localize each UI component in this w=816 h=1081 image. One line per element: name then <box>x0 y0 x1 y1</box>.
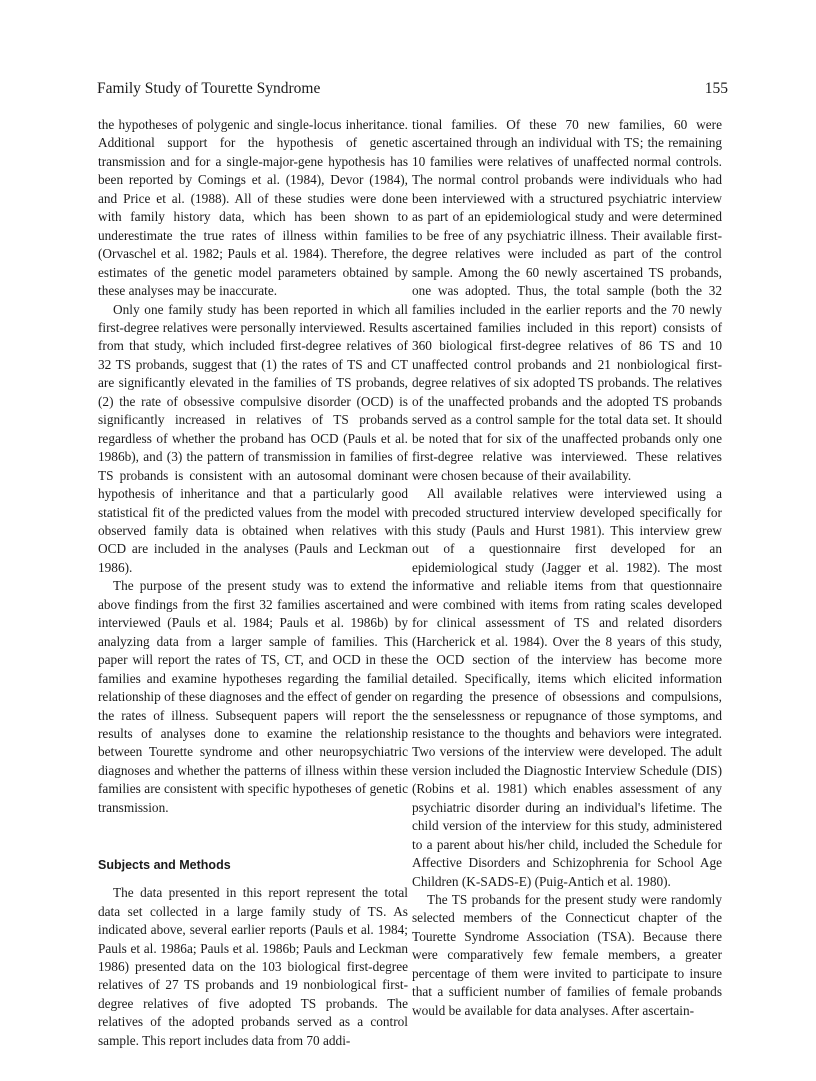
paragraph: Only one family study has been reported in which all first-degree relatives were personally interviewed. Results from that study, which included first-degree relatives of 32 TS probands, suggest that (1) the rates of TS and CT are significantly elevated in the families of TS probands, (2) the rate of obsessive compulsive disorder (OCD) is significantly increased in relatives of TS probands regardless of whether the proband has OCD (Pauls et al. 1986b), and (3) the pattern of transmission in families of TS probands is consistent with an autosomal dominant hypothesis of inheritance and that a particularly good statistical fit of the predicted values from the model with observed family data is obtained when relatives with OCD are included in the analyses (Pauls and Leckman 1986). <box>98 301 408 575</box>
paragraph: the hypotheses of polygenic and single-locus inheritance. Additional support for the hypothesis of genetic transmission and for a single-major-gene hypothesis has been reported by Comings et al. (1984), Devor (1984), and Price et al. (1988). All of these studies were done with family history data, which has been shown to underestimate the true rates of illness within families (Orvaschel et al. 1982; Pauls et al. 1984). Therefore, the estimates of the genetic model parameters obtained by these analyses may be inaccurate. <box>98 117 408 299</box>
paragraph: The TS probands for the present study were randomly selected members of the Connecticut chapter of the Tourette Syndrome Association (TSA). Because there were comparatively few female members, a greater percentage of them were invited to participate to insure that a sufficient number of families of female probands would be available for data analyses. After ascertain- <box>412 892 722 1018</box>
paragraph: All available relatives were interviewed using a precoded structured interview developed specifically for this study (Pauls and Hurst 1981). This interview grew out of a questionnaire first developed for an epidemiological study (Jagger et al. 1982). The most informative and reliable items from that questionnaire were combined with items from rating scales developed for clinical assessment of TS and related disorders (Harcherick et al. 1984). Over the 8 years of this study, the OCD section of the interview has become more detailed. Specifically, items which elicited information regarding the presence of obsessions and compulsions, the senselessness or repugnance of those symptoms, and resistance to the thoughts and behaviors were integrated. Two versions of the interview were developed. The adult version included the Diagnostic Interview Schedule (DIS) (Robins et al. 1981) which enables assessment of any psychiatric disorder during an individual's lifetime. The child version of the interview for this study, administered to a parent about his/her child, included the Schedule for Affective Disorders and Schizophrenia for School Age Children (K-SADS-E) (Puig-Antich et al. 1980). <box>412 486 722 889</box>
running-head <box>97 80 728 102</box>
running-head-title: Family Study of Tourette Syndrome <box>97 80 321 97</box>
section-heading: Subjects and Methods <box>98 858 231 873</box>
paragraph: The data presented in this report represent the total data set collected in a large family study of TS. As indicated above, several earlier reports (Pauls et al. 1984; Pauls et al. 1986a; Pauls et al. 1986b; Pauls and Leckman 1986) presented data on the 103 biological first-degree relatives of 27 TS probands and 19 nonbiological first-degree relatives of five adopted TS probands. The relatives of the adopted probands served as a control sample. This report includes data from 70 addi- <box>98 885 408 1048</box>
paragraph: The purpose of the present study was to extend the above findings from the first 32 families ascertained and interviewed (Pauls et al. 1984; Pauls et al. 1986b) by analyzing data from a larger sample of families. This paper will report the rates of TS, CT, and OCD in these families and examine hypotheses regarding the familial relationship of these diagnoses and the effect of gender on the rates of illness. Subsequent papers will report the results of analyses done to examine the relationship between Tourette syndrome and other neuropsychiatric diagnoses and whether the patterns of illness within these families are consistent with specific hypotheses of genetic transmission. <box>98 578 408 815</box>
page-number: 155 <box>704 80 728 97</box>
right-column <box>412 116 722 1020</box>
left-column <box>98 116 408 1050</box>
paragraph: tional families. Of these 70 new families, 60 were ascertained through an individual with TS; the remaining 10 families were relatives of unaffected normal controls. The normal control probands were individuals who had been interviewed with a structured psychiatric interview as part of an epidemiological study and were determined to be free of any psychiatric illness. Their available first-degree relatives were included as part of the control sample. Among the 60 newly ascertained TS probands, one was adopted. Thus, the total sample (both the 32 families included in the earlier reports and the 70 newly ascertained families included in this report) consists of 360 biological first-degree relatives of 86 TS and 10 unaffected control probands and 21 nonbiological first-degree relatives of six adopted TS probands. The relatives of the unaffected probands and the adopted TS probands served as a control sample for the total data set. It should be noted that for six of the unaffected probands only one first-degree relative was interviewed. These relatives were chosen because of their availability. <box>412 117 722 483</box>
